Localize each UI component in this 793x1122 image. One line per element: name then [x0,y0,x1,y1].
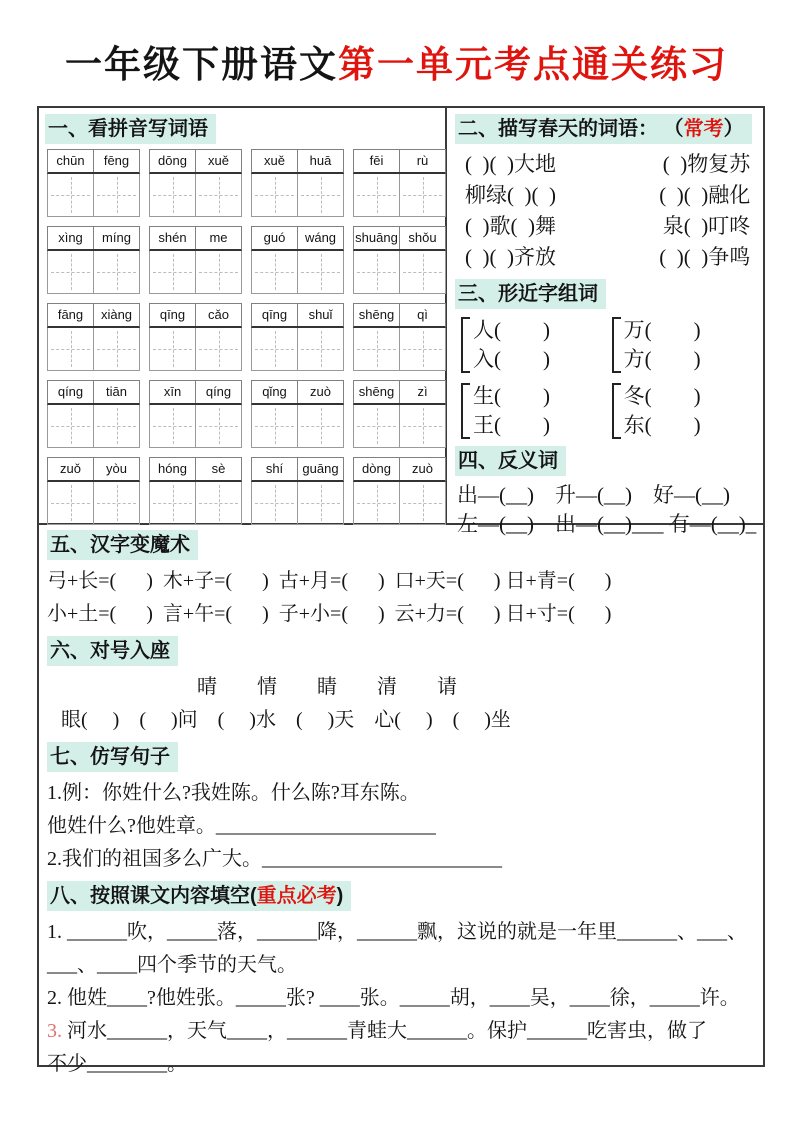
page-title-red: 第一单元考点通关练习 [338,44,728,85]
pinyin-group [149,457,242,525]
writing-cell [400,251,445,293]
pinyin-syllable: fāng [48,304,94,326]
writing-cell [298,405,343,447]
pinyin-syllable: dōng [150,150,196,172]
writing-cell [150,328,196,370]
pinyin-syllable: xìng [48,227,94,249]
pinyin-syllable: sè [211,461,226,476]
bracket-icon [612,383,621,439]
section8-heading [47,881,351,911]
pair-top: 万( ) [623,318,701,342]
pinyin-syllable: shēng [354,304,400,326]
pair-bottom: 入( ) [473,347,550,371]
section4-heading: 四、反义词 [455,446,566,476]
pinyin-row-1 [47,149,440,217]
pinyin-group [47,226,140,294]
writing-cell [252,405,298,447]
similar-char-pair [461,316,606,374]
writing-cell [252,328,298,370]
section2-heading [455,114,752,144]
pinyin-syllable: shí [252,458,298,480]
pinyin-group [353,303,446,371]
pinyin-syllable: qíng [48,381,94,403]
pinyin-syllable: xīn [150,381,196,403]
section5-heading: 五、汉字变魔术 [47,530,198,560]
pinyin-group [149,149,242,217]
writing-cell [48,328,94,370]
pair-top: 生( ) [473,384,550,408]
right-column [447,108,764,536]
bracket-icon [461,383,470,439]
pinyin-syllable: yòu [106,461,127,476]
cloze-line: 不少________。 [47,1053,187,1075]
fill-blank-item: ( )( )争鸣 [659,245,751,269]
writing-cell [48,405,94,447]
fill-blank-item: ( )( )齐放 [465,245,556,269]
writing-cell [94,328,139,370]
pinyin-syllable: xuě [252,150,298,172]
cloze-line [47,1015,753,1048]
bracket-icon [461,317,470,373]
pinyin-syllable: qīng [150,304,196,326]
pinyin-syllable: zì [417,384,428,399]
pinyin-syllable: shén [150,227,196,249]
section3-heading: 三、形近字组词 [455,279,606,309]
pinyin-group [47,380,140,448]
pinyin-syllable: xuě [208,153,229,168]
writing-cell [94,251,139,293]
pinyin-syllable: shuǐ [308,307,333,322]
writing-cell [196,174,241,216]
writing-cell [196,482,241,524]
pinyin-syllable: cǎo [208,307,229,322]
antonym-line: 左—(__) 出—(__)___ 有—(__)_ [457,512,757,536]
cloze-item-number: 3. [47,1020,62,1042]
writing-cell [252,482,298,524]
section6 [39,631,763,737]
writing-cell [252,174,298,216]
antonym-line: 出—(__) 升—(__) 好—(__) [457,483,730,507]
writing-cell [150,405,196,447]
writing-cell [150,174,196,216]
section8 [39,876,763,1081]
pinyin-syllable: fēng [103,153,130,168]
section2-heading-tag: 常考 [683,118,724,140]
pinyin-group [149,226,242,294]
pinyin-syllable: guāng [302,461,339,476]
pinyin-syllable: qǐng [252,381,298,403]
answer-slots: 眼( ) ( )问 ( )水 ( )天 心( ) ( )坐 [61,709,511,731]
page-title-black: 一年级下册语文 [65,44,338,85]
spring-words-line [455,149,756,180]
writing-cell [298,174,343,216]
pinyin-syllable: guó [252,227,298,249]
writing-cell [48,482,94,524]
section7-heading: 七、仿写句子 [47,742,178,772]
writing-cell [354,251,400,293]
section7 [39,737,763,876]
pinyin-group [353,226,446,294]
section2-heading-text: 二、描写春天的词语： （ [458,118,684,140]
writing-cell [354,328,400,370]
pinyin-syllable: fēi [354,150,400,172]
pinyin-syllable: tiān [106,384,127,399]
spring-words-line [455,242,756,273]
char-magic-line: 小+土=( ) 言+午=( ) 子+小=( ) 云+力=( ) 日+寸=( ) [47,603,612,625]
fill-blank-item: 泉( )叮咚 [662,214,751,238]
writing-cell [400,174,445,216]
writing-cell [48,251,94,293]
pinyin-group [47,303,140,371]
pinyin-group [251,149,344,217]
writing-cell [196,405,241,447]
writing-cell [48,174,94,216]
cloze-line: 2. 他姓____?他姓张。_____张? ____张。_____胡，____吴，____徐，_____许。 [47,987,740,1009]
writing-cell [196,328,241,370]
pinyin-group [251,380,344,448]
pair-lines [624,382,701,440]
pair-top: 冬( ) [623,384,701,408]
writing-cell [400,482,445,524]
pinyin-group [251,303,344,371]
writing-cell [150,251,196,293]
worksheet-frame [37,106,765,1075]
pinyin-group [353,380,446,448]
pinyin-syllable: qì [417,307,428,322]
pinyin-syllable: zuǒ [48,458,94,480]
pair-bottom: 东( ) [623,413,701,437]
pinyin-syllable: dòng [354,458,400,480]
section1-heading: 一、看拼音写词语 [45,114,216,144]
pinyin-syllable: chūn [48,150,94,172]
fill-blank-item: ( )( )大地 [465,152,556,176]
pinyin-syllable: shǒu [408,230,437,245]
cloze-line: ___、____四个季节的天气。 [47,954,297,976]
page-title [0,34,793,88]
pinyin-group [353,149,446,217]
top-two-column-area [39,108,763,536]
similar-char-pair [612,382,757,440]
pinyin-syllable: qīng [252,304,298,326]
pinyin-row-4 [47,380,440,448]
pair-bottom: 方( ) [623,347,701,371]
writing-cell [400,405,445,447]
cloze-line-text: 河水______，天气____，______青蛙大______。保护______吃害虫，做了 [62,1020,707,1042]
pinyin-syllable: huā [309,153,332,168]
section8-heading-text: 八、按照课文内容填空( [50,885,257,907]
pinyin-group [251,226,344,294]
spring-words-line [455,180,756,211]
cloze-line: 1. ______吹，_____落，______降，______飘，这说的就是一年里______、___、 [47,921,747,943]
section8-heading-close: ) [336,885,344,907]
pinyin-syllable: shēng [354,381,400,403]
spring-words-line [455,211,756,242]
pinyin-row-5 [47,457,440,525]
writing-cell [94,174,139,216]
pinyin-syllable: zuò [310,384,331,399]
pinyin-syllable: rù [416,153,429,168]
section6-heading: 六、对号入座 [47,636,178,666]
section5 [39,525,763,631]
bracket-icon [612,317,621,373]
candidate-chars: 晴 情 睛 清 请 [197,676,457,698]
pair-lines [473,382,550,440]
sentence-blank: 他姓什么?他姓章。______________________ [47,815,436,837]
writing-cell [298,251,343,293]
sentence-example: 1.例：你姓什么?我姓陈。什么陈?耳东陈。 [47,782,420,804]
writing-cell [94,405,139,447]
sentence-blank: 2.我们的祖国多么广大。________________________ [47,848,502,870]
pair-lines [473,316,550,374]
pinyin-syllable: wáng [304,230,337,245]
char-magic-line: 弓+长=( ) 木+子=( ) 古+月=( ) 口+天=( ) 日+青=( ) [47,570,612,592]
pinyin-group [251,457,344,525]
writing-cell [400,328,445,370]
fill-blank-item: ( )歌( )舞 [465,214,556,238]
pinyin-syllable: qíng [205,384,232,399]
section2-heading-close: ） [723,118,744,140]
pinyin-row-3 [47,303,440,371]
section8-heading-tag: 重点必考 [256,885,337,907]
similar-char-pair [461,382,606,440]
pair-bottom: 王( ) [473,413,550,437]
pinyin-row-2 [47,226,440,294]
similar-char-pair [612,316,757,374]
pinyin-group [47,149,140,217]
writing-cell [94,482,139,524]
pinyin-group [149,303,242,371]
pinyin-syllable: xiàng [100,307,133,322]
pinyin-syllable: zuò [412,461,433,476]
writing-cell [354,174,400,216]
fill-blank-item: 柳绿( )( ) [465,183,556,207]
pinyin-syllable: míng [102,230,131,245]
writing-cell [252,251,298,293]
pinyin-group [149,380,242,448]
writing-cell [354,482,400,524]
writing-cell [150,482,196,524]
writing-cell [196,251,241,293]
writing-cell [298,328,343,370]
fill-blank-item: ( )( )融化 [659,183,751,207]
fill-blank-item: ( )物复苏 [662,152,751,176]
writing-cell [354,405,400,447]
pinyin-syllable: me [209,230,228,245]
left-column [39,108,447,523]
pair-top: 人( ) [473,318,550,342]
pinyin-syllable: hóng [150,458,196,480]
pinyin-syllable: shuāng [354,227,400,249]
pair-lines [624,316,701,374]
pinyin-group [353,457,446,525]
pinyin-group [47,457,140,525]
writing-cell [298,482,343,524]
